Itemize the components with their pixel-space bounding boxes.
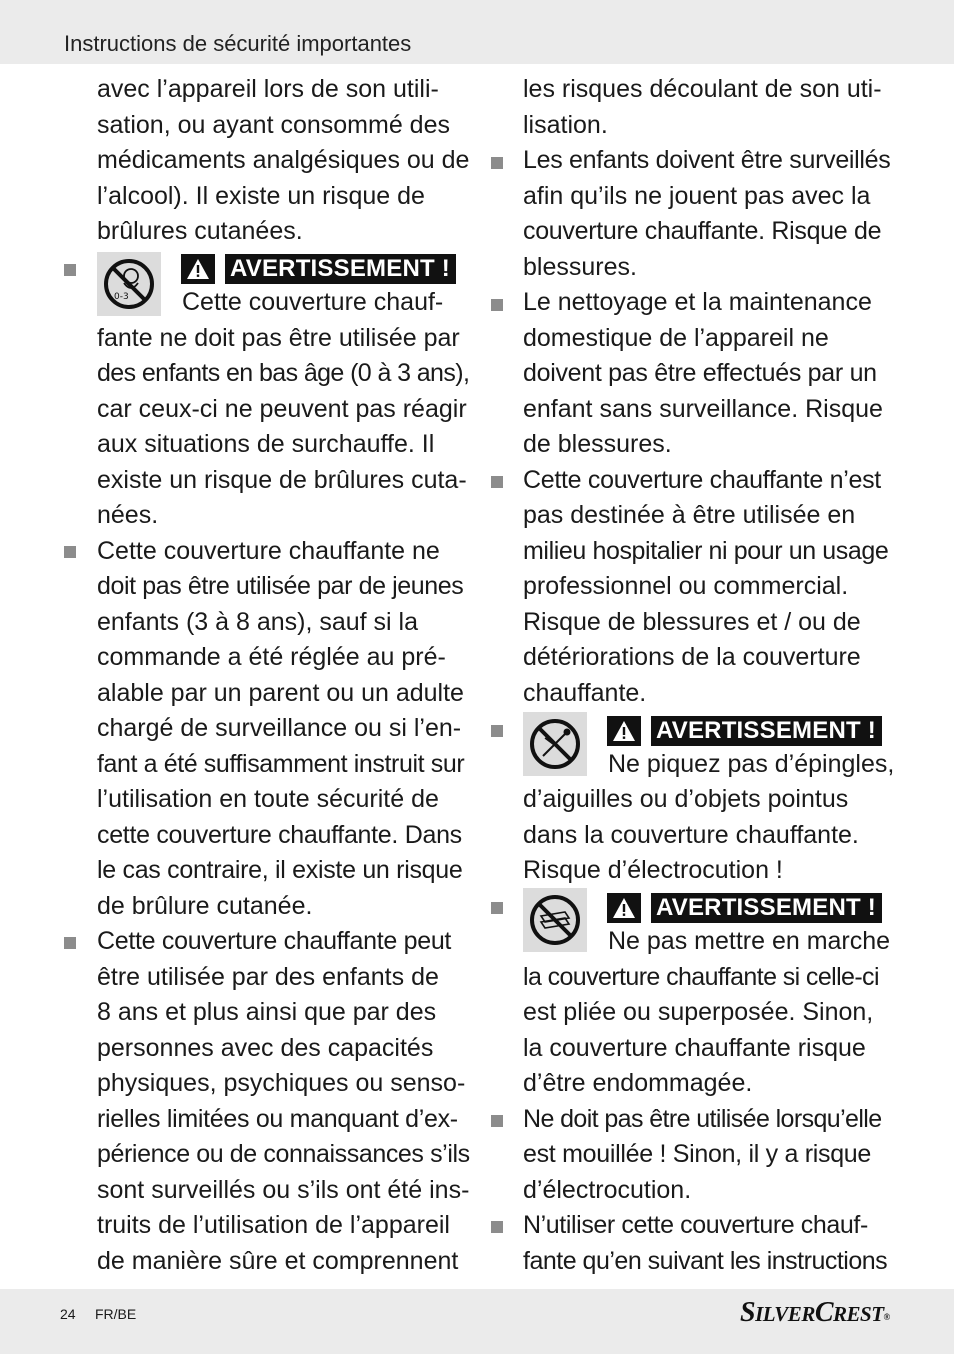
list-bullet [491, 476, 503, 488]
text-line: chargé de surveillance ou si l’en- [97, 714, 462, 742]
text-line: fant a été suffisamment instruit sur [97, 749, 465, 778]
text-line: détériorations de la couverture [523, 643, 861, 671]
text-line: est pliée ou superposée. Sinon, [523, 998, 874, 1026]
text-line: le cas contraire, il existe un risque [97, 856, 463, 884]
text-line: d’aiguilles ou d’objets pointus [523, 785, 849, 813]
warning-triangle-icon [607, 716, 641, 746]
text-line: personnes avec des capacités [97, 1033, 434, 1062]
text-line: les risques découlant de son uti- [523, 75, 882, 103]
text-line: l’utilisation en toute sécurité de [97, 785, 439, 813]
text-line: enfant sans surveillance. Risque [523, 394, 883, 423]
text-line: physiques, psychiques ou senso- [97, 1069, 466, 1097]
text-line: commande a été réglée au pré- [97, 643, 446, 671]
list-bullet [491, 725, 503, 737]
text-line: 8 ans et plus ainsi que par des [97, 998, 437, 1026]
text-line: milieu hospitalier ni pour un usage [523, 536, 889, 565]
warning-label: AVERTISSEMENT ! [651, 893, 882, 923]
text-line: Ne doit pas être utilisée lorsqu’elle [523, 1104, 882, 1133]
text-line: sont surveillés ou s’ils ont été ins- [97, 1175, 470, 1204]
list-bullet [64, 264, 76, 276]
text-line: fante ne doit pas être utilisée par [97, 323, 460, 352]
text-line: existe un risque de brûlures cuta- [97, 465, 467, 494]
warning-triangle-icon [607, 893, 641, 923]
warning-label: AVERTISSEMENT ! [225, 254, 456, 284]
right-column [523, 72, 895, 1279]
no-children-0-3-icon [97, 252, 161, 316]
warning-banner [607, 893, 882, 923]
text-line: Ne piquez pas d’épingles, [608, 749, 895, 778]
list-bullet [491, 1115, 503, 1127]
text-line: Cette couverture chauffante ne [97, 536, 440, 565]
text-line: Cette couverture chauf- [182, 288, 444, 316]
text-line: la couverture chauffante risque [523, 1033, 866, 1062]
text-line: doit pas être utilisée par de jeunes [97, 572, 464, 600]
pictogram-age-label: 0-3 [114, 292, 129, 302]
text-line: est mouillée ! Sinon, il y a risque [523, 1140, 872, 1168]
text-line: blessures. [523, 252, 637, 281]
text-line: pas destinée à être utilisée en [523, 501, 856, 529]
text-line: de brûlure cutanée. [97, 891, 313, 920]
list-bullet [491, 157, 503, 169]
page-number: 24 [60, 1306, 76, 1322]
page-title: Instructions de sécurité importantes [64, 31, 412, 56]
text-line: fante qu’en suivant les instructions [523, 1246, 888, 1275]
text-line: l’alcool). Il existe un risque de [97, 181, 425, 210]
text-line: des enfants en bas âge (0 à 3 ans), [97, 359, 470, 387]
text-line: enfants (3 à 8 ans), sauf si la [97, 607, 419, 636]
text-line: avec l’appareil lors de son utili- [97, 75, 439, 103]
text-line: périence ou de connaissances s’ils [97, 1140, 470, 1168]
text-line: d’être endommagée. [523, 1069, 753, 1097]
text-line: domestique de l’appareil ne [523, 323, 829, 352]
list-bullet [64, 546, 76, 558]
text-line: chauffante. [523, 678, 647, 707]
brand-logo: SILVERCREST® [740, 1297, 890, 1328]
text-line: afin qu’ils ne jouent pas avec la [523, 181, 871, 210]
text-line: couverture chauffante. Risque de [523, 217, 882, 245]
text-line: nées. [97, 501, 159, 529]
list-bullet [491, 299, 503, 311]
warning-banner [607, 716, 882, 746]
text-line: aux situations de surchauffe. Il [97, 430, 435, 458]
text-line: sation, ou ayant consommé des [97, 110, 450, 139]
list-bullet [64, 937, 76, 949]
text-line: car ceux-ci ne peuvent pas réagir [97, 394, 467, 423]
text-line: truits de l’utilisation de l’appareil [97, 1211, 450, 1239]
text-line: médicaments analgésiques ou de [97, 146, 470, 174]
text-line: la couverture chauffante si celle-ci [523, 962, 879, 991]
text-line: N’utiliser cette couverture chauf- [523, 1211, 868, 1239]
text-line: doivent pas être effectués par un [523, 359, 877, 387]
text-line: d’électrocution. [523, 1175, 692, 1204]
text-line: lisation. [523, 110, 608, 139]
warning-triangle-icon [181, 254, 215, 284]
text-line: brûlures cutanées. [97, 217, 303, 245]
text-line: Le nettoyage et la maintenance [523, 288, 872, 316]
text-line: Cette couverture chauffante n’est [523, 465, 881, 494]
warning-label: AVERTISSEMENT ! [651, 716, 882, 746]
text-line: être utilisée par des enfants de [97, 962, 439, 991]
text-line: de blessures. [523, 430, 672, 458]
warning-banner [181, 254, 456, 284]
no-pins-icon [523, 712, 587, 776]
text-line: dans la couverture chauffante. [523, 820, 859, 849]
text-line: de manière sûre et comprennent [97, 1246, 459, 1275]
text-line: Ne pas mettre en marche [608, 927, 891, 955]
list-bullet [491, 902, 503, 914]
text-line: Les enfants doivent être surveillés [523, 146, 891, 174]
text-line: Cette couverture chauffante peut [97, 927, 452, 955]
language-code: FR/BE [95, 1306, 137, 1322]
text-line: Risque de blessures et / ou de [523, 607, 861, 636]
text-line: professionnel ou commercial. [523, 572, 849, 600]
text-line: Risque d’électrocution ! [523, 856, 783, 884]
text-line: rielles limitées ou manquant d’ex- [97, 1104, 458, 1133]
text-line: cette couverture chauffante. Dans [97, 820, 462, 849]
list-bullet [491, 1221, 503, 1233]
no-folding-icon [523, 888, 587, 952]
text-line: alable par un parent ou un adulte [97, 678, 464, 707]
